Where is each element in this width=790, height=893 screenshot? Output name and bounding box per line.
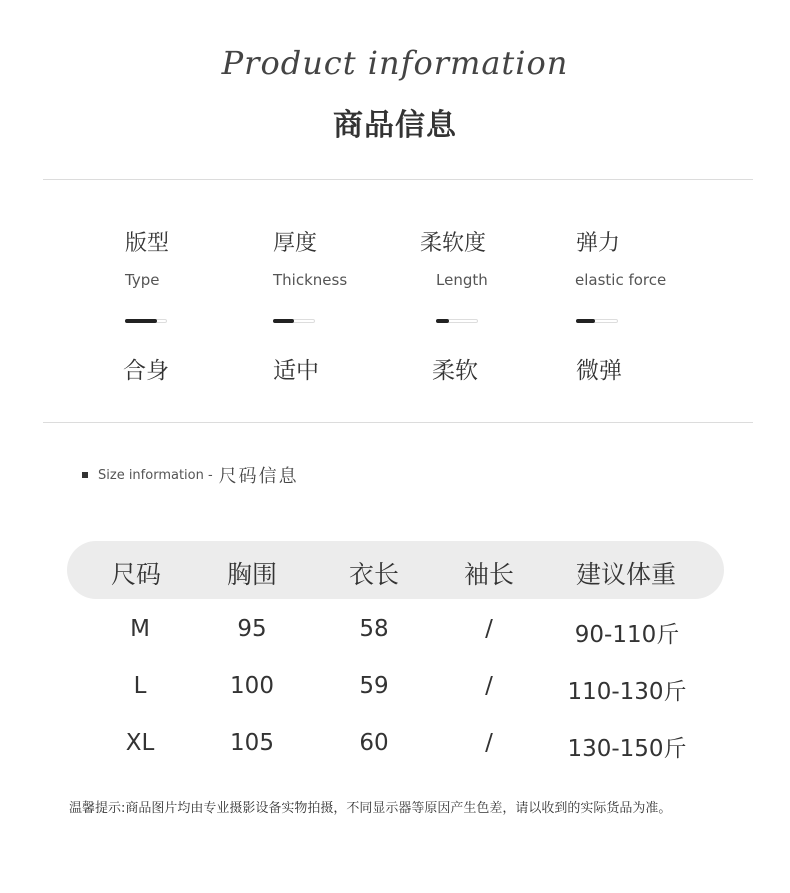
table-header-cell: 袖长 xyxy=(463,560,514,589)
divider-top xyxy=(43,179,753,180)
size-section-heading xyxy=(82,462,299,488)
table-cell: L xyxy=(133,673,147,699)
attribute-value: 柔软 xyxy=(432,358,478,384)
table-header-cell: 尺码 xyxy=(110,560,161,589)
attribute-softness xyxy=(420,226,570,385)
script-title: Product information xyxy=(221,44,569,82)
table-header-cell: 建议体重 xyxy=(575,560,676,589)
attribute-scale xyxy=(436,319,478,324)
attribute-label-cn: 柔软度 xyxy=(420,231,487,256)
size-section-cn: 尺码信息 xyxy=(218,466,299,487)
table-cell: M xyxy=(130,616,150,642)
attribute-thickness xyxy=(273,226,423,385)
table-cell: 58 xyxy=(359,616,389,642)
bullet-icon xyxy=(82,472,88,478)
attribute-elastic xyxy=(576,226,726,385)
table-cell: 100 xyxy=(230,673,274,699)
table-cell: XL xyxy=(125,730,155,756)
table-cell: 59 xyxy=(359,673,389,699)
table-cell: 130-150斤 xyxy=(567,736,687,762)
disclaimer-note: 温馨提示:商品图片均由专业摄影设备实物拍摄，不同显示器等原因产生色差，请以收到的实际货品为准。 xyxy=(69,801,672,816)
size-section-en: Size information - xyxy=(98,467,213,483)
page-title: 商品信息 xyxy=(333,108,457,143)
table-cell: 95 xyxy=(237,616,267,642)
table-cell: / xyxy=(485,616,493,642)
attribute-value: 适中 xyxy=(273,358,319,384)
attribute-label-en: Type xyxy=(125,271,160,289)
attribute-label-en: Length xyxy=(436,271,488,289)
attribute-type xyxy=(125,226,275,385)
attribute-label-cn: 弹力 xyxy=(576,231,621,256)
table-cell: 110-130斤 xyxy=(567,679,687,705)
attribute-label-cn: 版型 xyxy=(125,231,170,256)
table-cell: / xyxy=(485,673,493,699)
attribute-scale xyxy=(125,319,167,324)
table-cell: 90-110斤 xyxy=(574,622,680,648)
table-cell: 60 xyxy=(359,730,389,756)
table-cell: / xyxy=(485,730,493,756)
table-cell: 105 xyxy=(230,730,274,756)
attribute-value: 微弹 xyxy=(576,358,622,384)
divider-middle xyxy=(43,422,753,423)
attribute-scale xyxy=(273,319,315,324)
attribute-label-en: Thickness xyxy=(273,271,348,289)
attribute-label-cn: 厚度 xyxy=(273,231,318,256)
attribute-value: 合身 xyxy=(123,358,169,384)
table-header-cell: 衣长 xyxy=(348,560,399,589)
table-header-cell: 胸围 xyxy=(226,560,277,589)
attribute-label-en: elastic force xyxy=(575,271,667,289)
attribute-scale xyxy=(576,319,618,324)
